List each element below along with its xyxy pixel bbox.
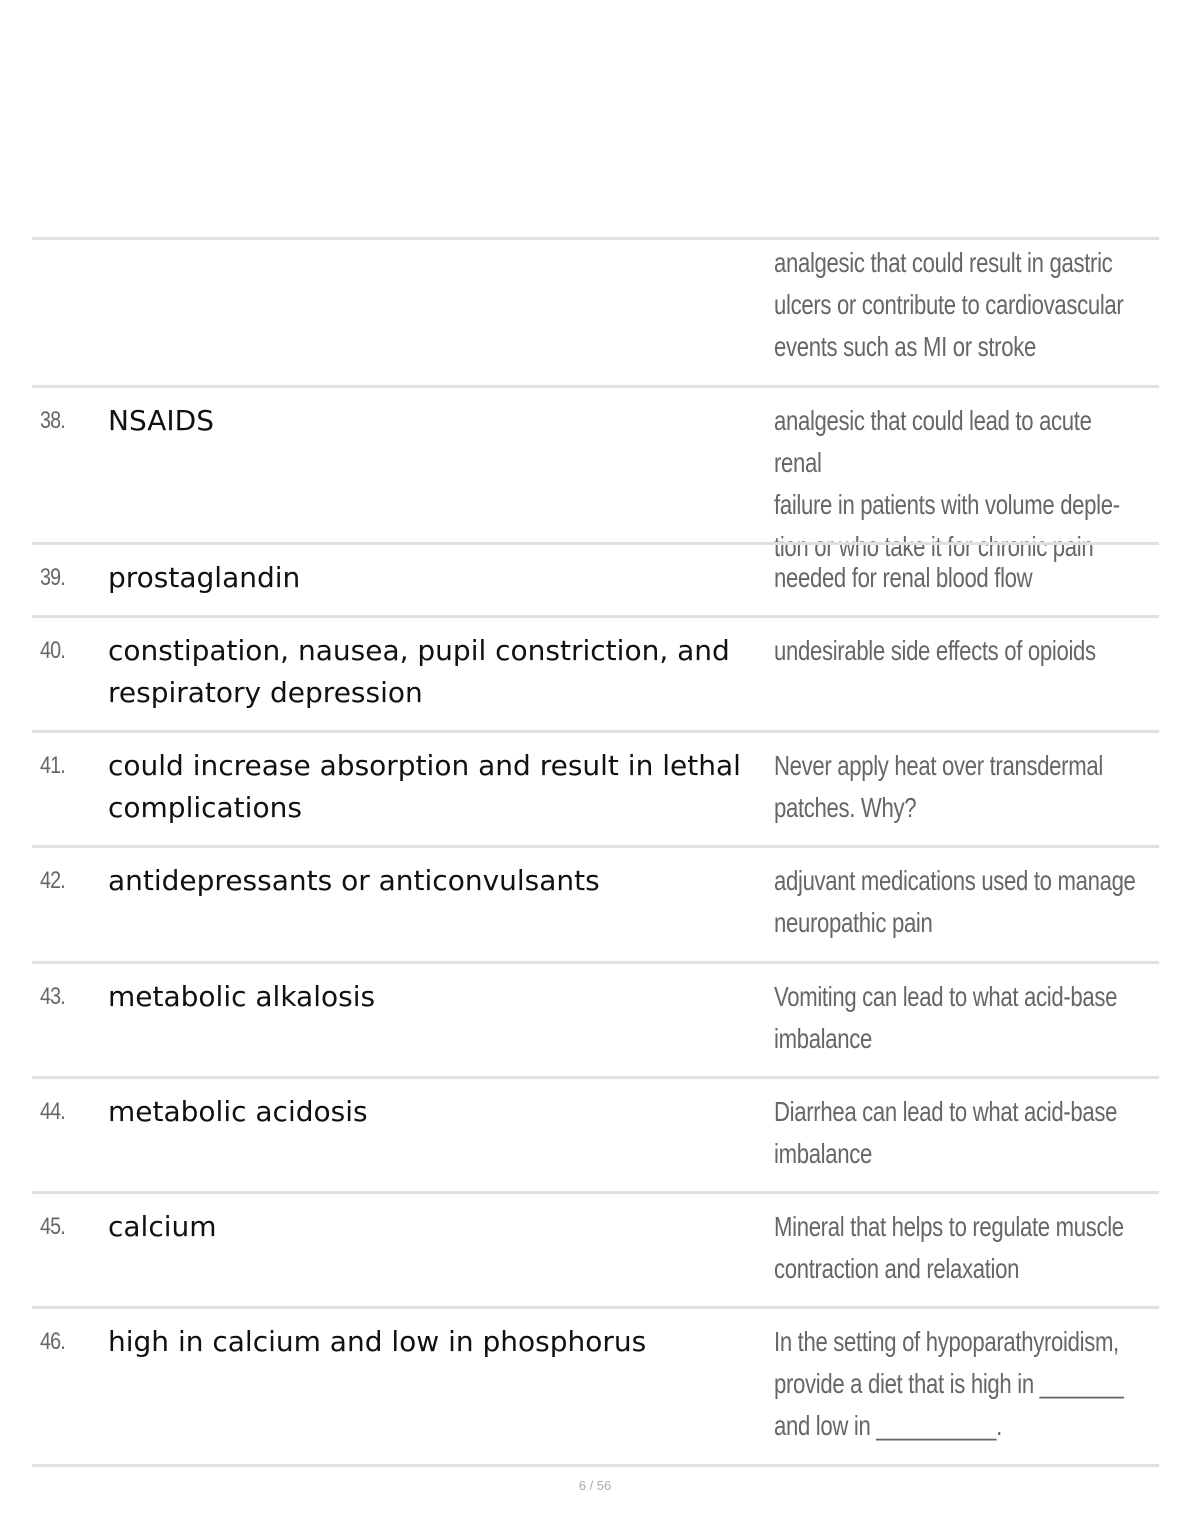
table-row (32, 542, 1159, 615)
row-number: 44. (40, 1098, 65, 1125)
row-number: 40. (40, 637, 65, 664)
row-definition: needed for renal blood flow (774, 562, 1033, 593)
row-number: 43. (40, 983, 65, 1010)
row-definition: In the setting of hypoparathyroidism, provide a diet that is high in _______ and low in __________. (774, 1326, 1124, 1441)
row-term: constipation, nausea, pupil constriction, and respiratory depression (108, 634, 730, 709)
row-number: 41. (40, 752, 65, 779)
row-number: 46. (40, 1328, 65, 1355)
row-term: prostaglandin (108, 561, 301, 594)
table-row (32, 845, 1159, 961)
table-row (32, 730, 1159, 845)
row-term: metabolic acidosis (108, 1095, 368, 1128)
table-row (32, 385, 1159, 562)
row-term: calcium (108, 1210, 217, 1243)
table-row (32, 1076, 1159, 1191)
row-definition: Never apply heat over transdermal patches. Why? (774, 750, 1103, 823)
row-term: could increase absorption and result in lethal complications (108, 749, 741, 824)
row-number: 42. (40, 867, 65, 894)
row-definition: analgesic that could lead to acute renal failure in patients with volume deple- tion or who take it for chronic pain (774, 405, 1120, 562)
row-number: 38. (40, 407, 65, 434)
row-term: high in calcium and low in phosphorus (108, 1325, 647, 1358)
row-number: 45. (40, 1213, 65, 1240)
row-term: NSAIDS (108, 404, 214, 437)
table-row (32, 1191, 1159, 1306)
flashcard-table (32, 237, 1159, 1467)
row-definition: adjuvant medications used to manage neuropathic pain (774, 865, 1136, 938)
table-row (32, 615, 1159, 730)
row-number: 39. (40, 564, 65, 591)
row-definition: Mineral that helps to regulate muscle contraction and relaxation (774, 1211, 1124, 1284)
table-row (32, 1306, 1159, 1467)
row-definition: analgesic that could result in gastric ulcers or contribute to cardiovascular events such as MI or stroke (774, 247, 1124, 362)
row-term: antidepressants or anticonvulsants (108, 864, 600, 897)
table-row (32, 961, 1159, 1076)
row-definition: Diarrhea can lead to what acid-base imbalance (774, 1096, 1118, 1169)
table-row (32, 237, 1159, 385)
row-term: metabolic alkalosis (108, 980, 376, 1013)
row-definition: Vomiting can lead to what acid-base imbalance (774, 981, 1118, 1054)
page-indicator: 6 / 56 (578, 1478, 612, 1493)
row-definition: undesirable side effects of opioids (774, 635, 1096, 666)
